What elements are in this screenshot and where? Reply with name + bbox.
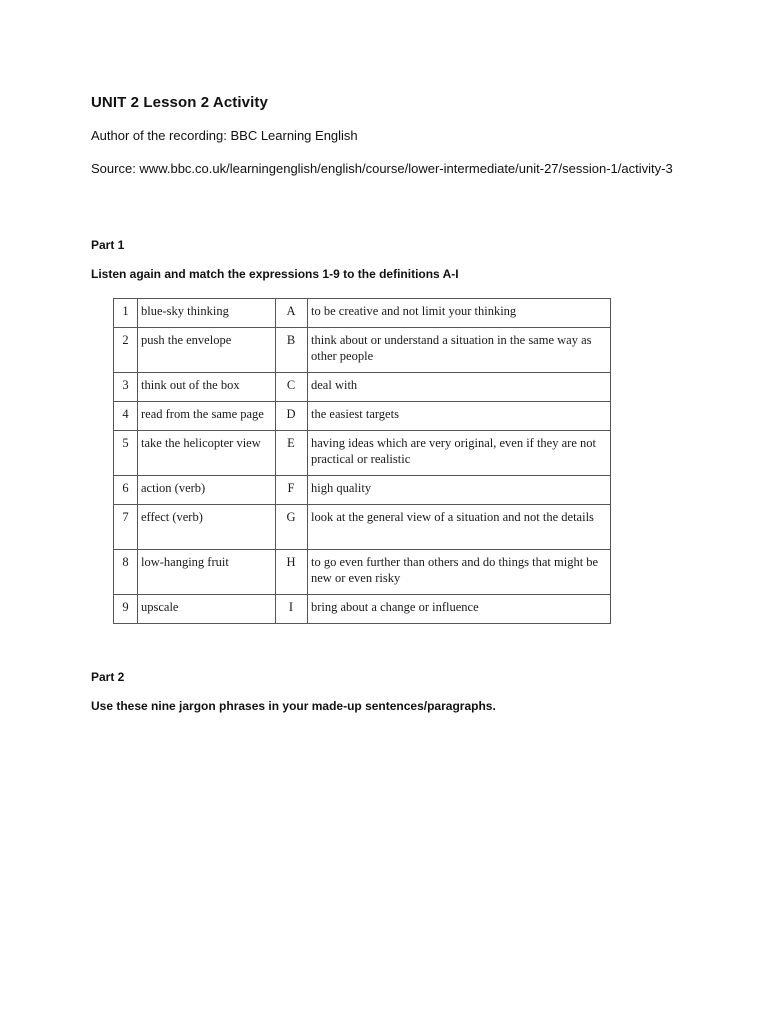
expression-cell: push the envelope — [138, 328, 276, 373]
expression-cell: upscale — [138, 595, 276, 624]
definition-cell: deal with — [308, 373, 611, 402]
table-row — [114, 373, 611, 402]
row-number: 7 — [114, 505, 138, 550]
expression-cell: blue-sky thinking — [138, 299, 276, 328]
part1-instruction: Listen again and match the expressions 1-9 to the definitions A-I — [91, 267, 459, 281]
definition-letter: B — [276, 328, 308, 373]
table-row — [114, 476, 611, 505]
row-number: 2 — [114, 328, 138, 373]
row-number: 3 — [114, 373, 138, 402]
definition-cell: to go even further than others and do things that might be new or even risky — [308, 550, 611, 595]
row-number: 8 — [114, 550, 138, 595]
definition-cell: to be creative and not limit your thinking — [308, 299, 611, 328]
expression-cell: action (verb) — [138, 476, 276, 505]
table-row — [114, 550, 611, 595]
expression-cell: read from the same page — [138, 402, 276, 431]
definition-letter: A — [276, 299, 308, 328]
table-row — [114, 299, 611, 328]
definition-cell: bring about a change or influence — [308, 595, 611, 624]
definition-letter: C — [276, 373, 308, 402]
definition-cell: the easiest targets — [308, 402, 611, 431]
expression-cell: think out of the box — [138, 373, 276, 402]
expression-cell: take the helicopter view — [138, 431, 276, 476]
table-row — [114, 505, 611, 550]
row-number: 1 — [114, 299, 138, 328]
definition-cell: think about or understand a situation in the same way as other people — [308, 328, 611, 373]
definition-letter: D — [276, 402, 308, 431]
table-row — [114, 431, 611, 476]
row-number: 4 — [114, 402, 138, 431]
row-number: 9 — [114, 595, 138, 624]
definition-cell: having ideas which are very original, even if they are not practical or realistic — [308, 431, 611, 476]
row-number: 5 — [114, 431, 138, 476]
document-title: UNIT 2 Lesson 2 Activity — [91, 94, 268, 111]
part2-instruction: Use these nine jargon phrases in your made-up sentences/paragraphs. — [91, 699, 496, 713]
source-line: Source: www.bbc.co.uk/learningenglish/english/course/lower-intermediate/unit-27/session-1/activity-3 — [91, 161, 673, 176]
table-row — [114, 402, 611, 431]
part1-heading: Part 1 — [91, 238, 125, 252]
row-number: 6 — [114, 476, 138, 505]
expression-cell: effect (verb) — [138, 505, 276, 550]
definition-letter: H — [276, 550, 308, 595]
author-line: Author of the recording: BBC Learning English — [91, 128, 358, 143]
definition-letter: E — [276, 431, 308, 476]
definition-cell: look at the general view of a situation and not the details — [308, 505, 611, 550]
expression-cell: low-hanging fruit — [138, 550, 276, 595]
table-row — [114, 595, 611, 624]
definition-cell: high quality — [308, 476, 611, 505]
definition-letter: G — [276, 505, 308, 550]
definition-letter: I — [276, 595, 308, 624]
definition-letter: F — [276, 476, 308, 505]
part2-heading: Part 2 — [91, 670, 125, 684]
matching-table — [113, 298, 611, 624]
table-row — [114, 328, 611, 373]
